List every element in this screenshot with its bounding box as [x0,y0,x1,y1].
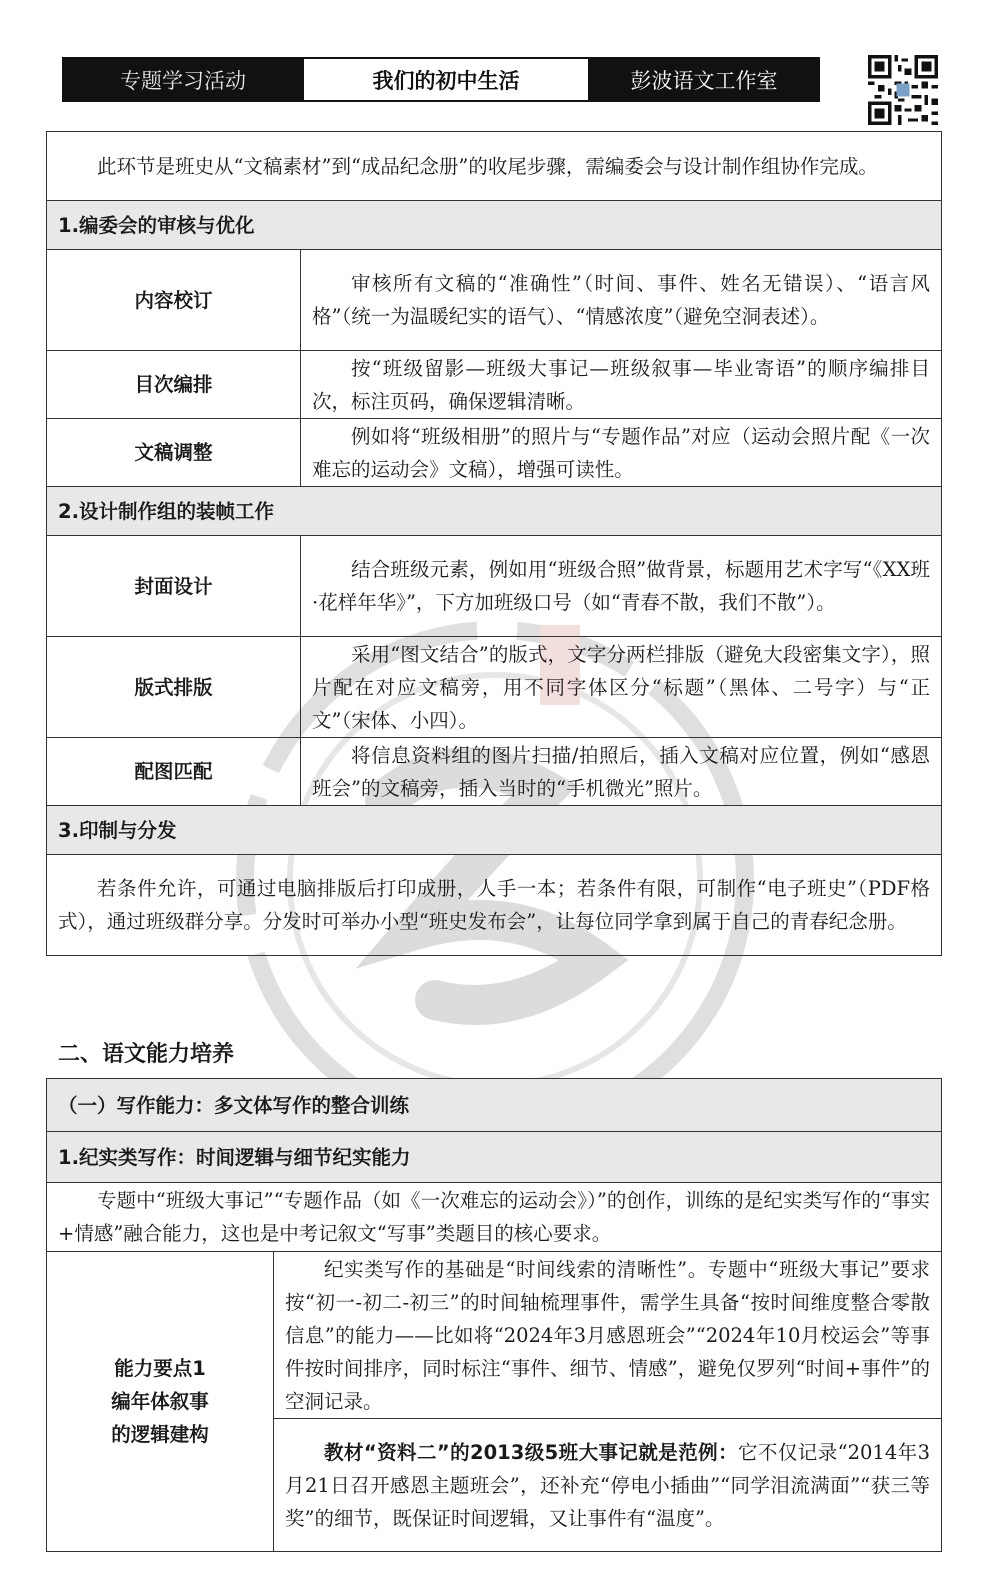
documentary-intro: 专题中“班级大事记”“专题作品（如《一次难忘的运动会》）”的创作，训练的是纪实类写作的“事实+情感”融合能力，这也是中考记叙文“写事”类题目的核心要求。 [47,1183,942,1252]
chapter-heading: 二、语文能力培养 [58,1042,235,1067]
ability-point-example [274,1419,942,1552]
item-title-documentary: 1.纪实类写作：时间逻辑与细节纪实能力 [47,1132,942,1183]
binding-steps-table [46,131,942,956]
writing-ability-table [46,1078,942,1552]
row-text-toc: 按“班级留影—班级大事记—班级叙事—毕业寄语”的顺序编排目次，标注页码，确保逻辑清晰。 [301,351,942,419]
row-label-image-match: 配图匹配 [47,738,301,806]
page-header [62,57,820,102]
ability-point-number: 能力要点1 [114,1357,206,1380]
subheading-writing: （一）写作能力：多文体写作的整合训练 [47,1079,942,1132]
section-title-printing: 3.印制与分发 [47,806,942,855]
row-text-content-proofing: 审核所有文稿的“准确性”（时间、事件、姓名无错误）、“语言风格”（统一为温暖纪实的语气）、“情感浓度”（避免空洞表述）。 [301,250,942,351]
ability-point-text: 纪实类写作的基础是“时间线索的清晰性”。专题中“班级大事记”要求按“初一-初二-初三”的时间轴梳理事件，需学生具备“按时间维度整合零散信息”的能力——比如将“2024年3月感恩班会”“2024年10月校运会”等事件按时间排序，同时标注“事件、细节、情感”，避免仅罗列“时间+事件”的空洞记录。 [274,1252,942,1419]
row-label-cover-design: 封面设计 [47,536,301,637]
row-label-layout: 版式排版 [47,637,301,738]
ability-point-label [47,1252,274,1552]
row-text-draft-adjust: 例如将“班级相册”的照片与“专题作品”对应（运动会照片配《一次难忘的运动会》文稿），增强可读性。 [301,419,942,487]
qr-code-icon [868,55,938,125]
row-text-layout: 采用“图文结合”的版式，文字分两栏排版（避免大段密集文字），照片配在对应文稿旁，用不同字体区分“标题”（黑体、二号字）与“正文”（宋体、小四）。 [301,637,942,738]
section-title-design: 2.设计制作组的装帧工作 [47,487,942,536]
row-text-cover-design: 结合班级元素，例如用“班级合照”做背景，标题用艺术字写“《XX班·花样年华》”，下方加班级口号（如“青春不散，我们不散”）。 [301,536,942,637]
header-left-label: 专题学习活动 [64,59,302,100]
section-title-editorial: 1.编委会的审核与优化 [47,201,942,250]
intro-paragraph: 此环节是班史从“文稿素材”到“成品纪念册”的收尾步骤，需编委会与设计制作组协作完成。 [47,132,942,201]
header-studio-label: 彭波语文工作室 [590,59,818,100]
row-label-content-proofing: 内容校订 [47,250,301,351]
example-body: 它不仅记录“2014年3月21日召开感恩主题班会”，还补充“停电小插曲”“同学泪流满面”“获三等奖”的细节，既保证时间逻辑，又让事件有“温度”。 [285,1440,930,1530]
row-label-draft-adjust: 文稿调整 [47,419,301,487]
row-label-toc: 目次编排 [47,351,301,419]
row-text-image-match: 将信息资料组的图片扫描/拍照后，插入文稿对应位置，例如“感恩班会”的文稿旁，插入当时的“手机微光”照片。 [301,738,942,806]
ability-point-name: 编年体叙事 [111,1390,209,1413]
printing-paragraph: 若条件允许，可通过电脑排版后打印成册，人手一本；若条件有限，可制作“电子班史”（PDF格式），通过班级群分享。分发时可举办小型“班史发布会”，让每位同学拿到属于自己的青春纪念册。 [47,855,942,956]
example-lead: 教材“资料二”的2013级5班大事记就是范例： [324,1440,738,1464]
ability-point-subtitle: 的逻辑建构 [111,1423,209,1446]
header-title: 我们的初中生活 [302,59,590,100]
